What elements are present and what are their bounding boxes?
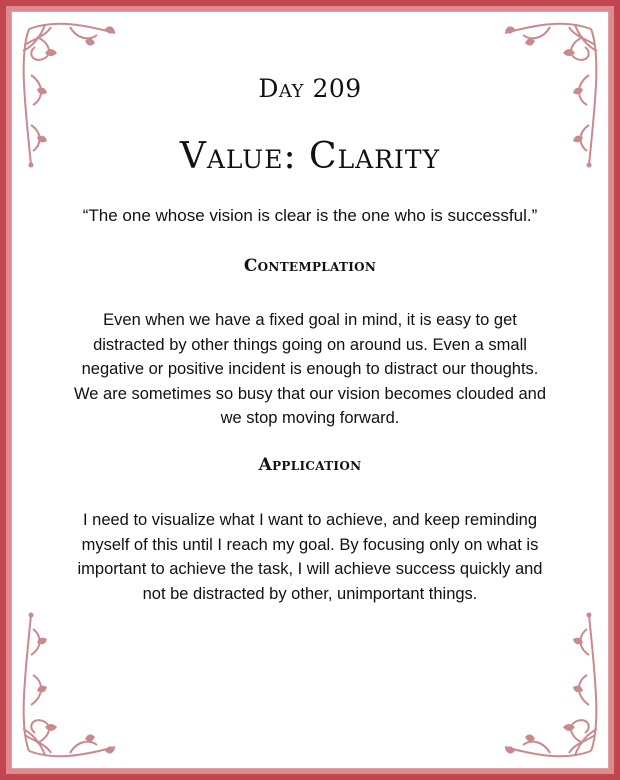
section-heading-contemplation: Contemplation [243,256,377,276]
paragraph-line: we stop moving forward. [220,409,400,427]
paragraph-line: negative or positive incident is enough to distract our thoughts. [81,360,539,378]
paragraph-line: not be distracted by other, unimportant things. [142,584,478,603]
corner-ornament-icon [15,600,125,765]
paragraph-line: We are sometimes so busy that our vision becomes clouded and [73,384,547,403]
page-title: Value: Clarity [179,136,441,177]
quote-text: “The one whose vision is clear is the one who is successful.” [82,206,538,225]
paragraph-line: Even when we have a fixed goal in mind, it is easy to get [103,311,517,329]
application-paragraph [40,508,580,606]
paragraph-line: myself of this until I reach my goal. By focusing only on what is [81,535,539,554]
corner-ornament-icon [495,600,605,765]
contemplation-paragraph [40,308,580,431]
day-heading: Day 209 [258,74,362,103]
paragraph-line: distracted by other things going on around us. Even a small [93,335,527,354]
paragraph-line: important to achieve the task, I will achieve success quickly and [77,560,543,578]
section-heading-application: Application [258,455,362,475]
paragraph-line: I need to visualize what I want to achieve, and keep reminding [82,511,538,529]
